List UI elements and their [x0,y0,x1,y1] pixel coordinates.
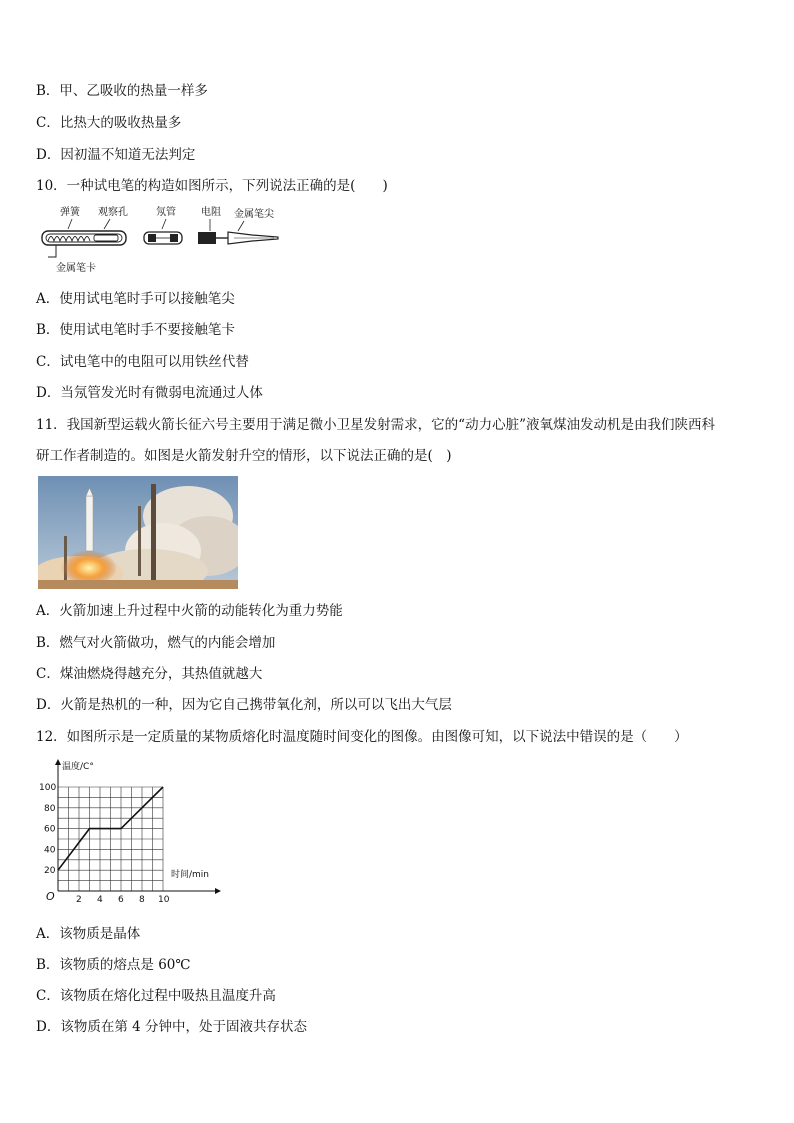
test-pen-drawing [38,205,308,277]
q11-option-d: D．火箭是热机的一种，因为它自己携带氧化剂，所以可以飞出大气层 [36,697,452,713]
q10-stem: 10．一种试电笔的构造如图所示，下列说法正确的是( ) [36,178,388,194]
q11-stem-line2: 研工作者制造的。如图是火箭发射升空的情形，以下说法正确的是( ) [36,448,452,464]
y-tick-label: 20 [44,866,56,877]
q11-stem-line1: 11．我国新型运载火箭长征六号主要用于满足微小卫星发射需求，它的“动力心脏”液氧煤油发动机是由我们陕西科 [36,417,715,433]
melting-curve-chart [38,758,228,906]
label-window: 观察孔 [98,207,128,218]
q11-option-c: C．煤油燃烧得越充分，其热值就越大 [36,666,263,682]
label-neon-tube: 氖管 [156,207,176,218]
q11-option-b: B．燃气对火箭做功，燃气的内能会增加 [36,635,276,651]
label-spring: 弹簧 [60,207,80,218]
x-tick-label: 8 [139,895,145,905]
q12-option-c: C．该物质在熔化过程中吸热且温度升高 [36,988,276,1004]
y-tick-label: 80 [44,803,56,814]
q11-option-a: A．火箭加速上升过程中火箭的动能转化为重力势能 [36,603,343,619]
y-axis-label: 温度/C° [62,762,94,772]
label-metal-tip: 金属笔尖 [234,209,274,220]
y-tick-label: 60 [44,824,56,835]
q9-option-c: C．比热大的吸收热量多 [36,115,182,131]
label-metal-clip: 金属笔卡 [56,263,96,274]
q12-stem: 12．如图所示是一定质量的某物质熔化时温度随时间变化的图像。由图像可知，以下说法中错误的是（ ） [36,729,688,745]
q10-option-c: C．试电笔中的电阻可以用铁丝代替 [36,354,249,370]
q12-option-d: D．该物质在第 4 分钟中，处于固液共存状态 [36,1019,307,1035]
q10-option-d: D．当氖管发光时有微弱电流通过人体 [36,385,263,401]
q12-option-b: B．该物质的熔点是 60℃ [36,957,191,973]
origin-label: O [46,890,55,903]
y-tick-label: 40 [44,845,56,856]
x-tick-label: 4 [97,895,103,905]
x-axis-label: 时间/min [171,870,210,880]
y-tick-label: 100 [39,783,57,793]
q10-option-a: A．使用试电笔时手可以接触笔尖 [36,291,235,307]
q10-option-b: B．使用试电笔时手不要接触笔卡 [36,322,235,338]
q12-option-a: A．该物质是晶体 [36,926,141,942]
rocket-launch-photo [38,476,238,589]
x-tick-label: 6 [118,895,124,905]
test-pen-figure [38,205,308,277]
q9-option-b: B．甲、乙吸收的热量一样多 [36,83,208,99]
x-tick-label: 2 [76,895,82,905]
q9-option-d: D．因初温不知道无法判定 [36,147,196,163]
label-resistor: 电阻 [201,207,221,218]
x-tick-label: 10 [158,895,170,905]
